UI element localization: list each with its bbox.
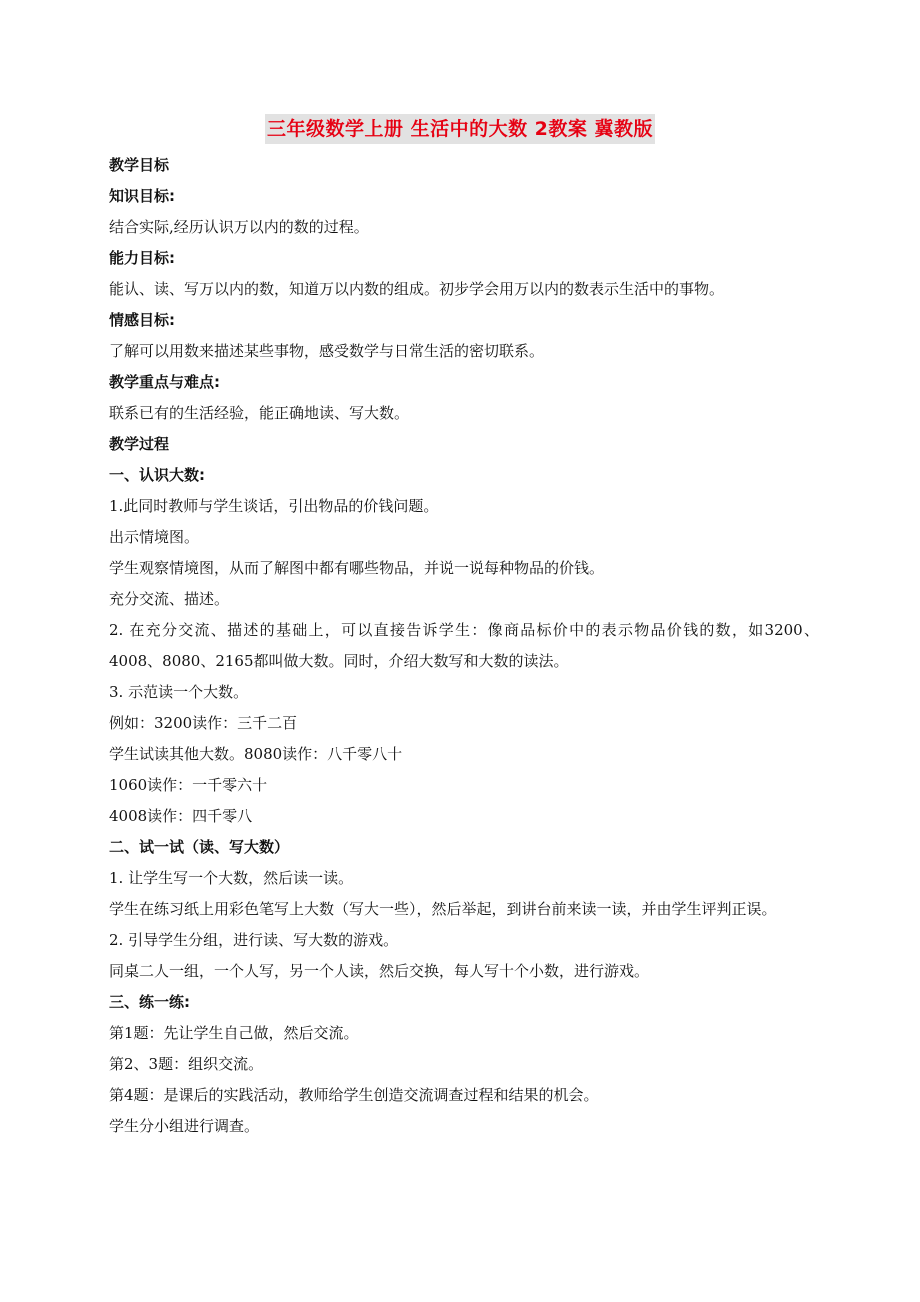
paragraph: 出示情境图。 [109,528,200,546]
document-title: 三年级数学上册 生活中的大数 2教案 冀教版 [265,114,655,144]
paragraph: 学生试读其他大数。8080读作：八千零八十 [109,745,403,763]
paragraph: 结合实际,经历认识万以内的数的过程。 [109,218,369,236]
paragraph: 学生在练习纸上用彩色笔写上大数（写大一些），然后举起，到讲台前来读一读，并由学生评判正误。 [109,900,777,918]
paragraph: 第1题：先让学生自己做，然后交流。 [109,1024,359,1042]
paragraph: 2. 在充分交流、描述的基础上，可以直接告诉学生：像商品标价中的表示物品价钱的数，如3200、4008、8080、2165都叫做大数。同时，介绍大数写和大数的读法。 [109,621,819,670]
paragraph: 能认、读、写万以内的数，知道万以内数的组成。初步学会用万以内的数表示生活中的事物。 [109,280,725,298]
paragraph: 联系已有的生活经验，能正确地读、写大数。 [109,404,410,422]
paragraph: 第2、3题：组织交流。 [109,1055,264,1073]
section-heading: 教学过程 [109,435,170,453]
paragraph: 学生分小组进行调查。 [109,1117,260,1135]
section-heading: 情感目标: [109,311,175,329]
section-heading: 教学重点与难点: [109,373,220,391]
paragraph: 4008读作：四千零八 [109,807,253,825]
section-heading: 能力目标: [109,249,175,267]
paragraph: 第4题：是课后的实践活动，教师给学生创造交流调查过程和结果的机会。 [109,1086,599,1104]
paragraph: 了解可以用数来描述某些事物，感受数学与日常生活的密切联系。 [109,342,545,360]
paragraph: 3. 示范读一个大数。 [109,683,249,701]
section-heading: 一、认识大数: [109,466,205,484]
paragraph: 1060读作：一千零六十 [109,776,268,794]
paragraph: 充分交流、描述。 [109,590,230,608]
title-container [0,114,920,144]
paragraph: 学生观察情境图，从而了解图中都有哪些物品，并说一说每种物品的价钱。 [109,559,605,577]
paragraph: 同桌二人一组，一个人写，另一个人读，然后交换，每人写十个小数，进行游戏。 [109,962,650,980]
section-heading: 三、练一练: [109,993,190,1011]
paragraph: 1.此同时教师与学生谈话，引出物品的价钱问题。 [109,497,439,515]
paragraph: 1. 让学生写一个大数，然后读一读。 [109,869,354,887]
paragraph: 2. 引导学生分组，进行读、写大数的游戏。 [109,931,399,949]
section-heading: 二、试一试（读、写大数） [109,838,290,856]
section-heading: 知识目标: [109,187,175,205]
section-heading: 教学目标 [109,156,170,174]
document-body [109,150,819,1142]
paragraph: 例如：3200读作：三千二百 [109,714,298,732]
